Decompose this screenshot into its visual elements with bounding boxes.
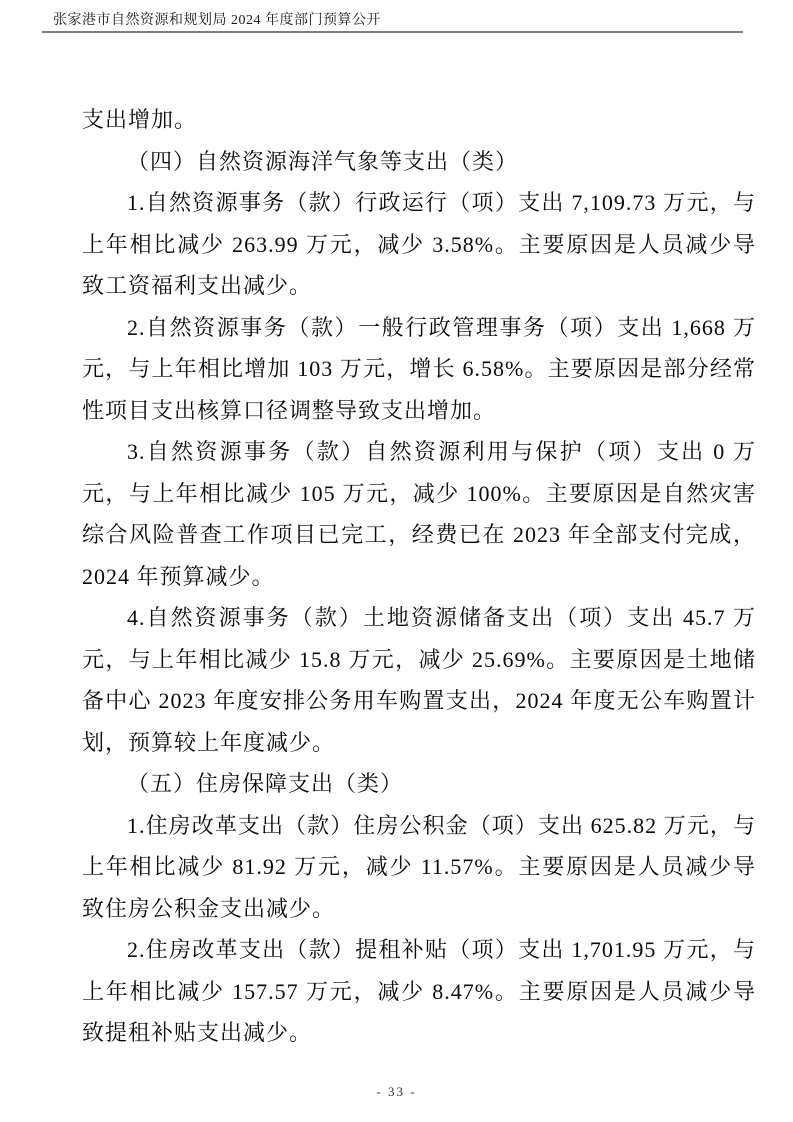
paragraph: 1.住房改革支出（款）住房公积金（项）支出 625.82 万元，与上年相比减少 81.92 万元，减少 11.57%。主要原因是人员减少导致住房公积金支出减少。 [82, 812, 756, 921]
paragraph: 2.住房改革支出（款）提租补贴（项）支出 1,701.95 万元，与上年相比减少 157.57 万元，减少 8.47%。主要原因是人员减少导致提租补贴支出减少。 [82, 937, 756, 1045]
header-title: 张家港市自然资源和规划局 2024 年度部门预算公开 [53, 13, 381, 28]
paragraph: 支出增加。 [82, 107, 198, 132]
paragraph: 3.自然资源事务（款）自然资源利用与保护（项）支出 0 万元，与上年相比减少 105 万元，减少 100%。主要原因是自然灾害综合风险普查工作项目已完工，经费已在 2023 年全部支付完成，2024 年预算减少。 [82, 439, 756, 589]
paragraph: 2.自然资源事务（款）一般行政管理事务（项）支出 1,668 万元，与上年相比增加 103 万元，增长 6.58%。主要原因是部分经常性项目支出核算口径调整导致支出增加。 [82, 314, 756, 423]
document-body [82, 99, 756, 1054]
paragraph-section-heading: （四）自然资源海洋气象等支出（类） [127, 148, 519, 174]
paragraph: 4.自然资源事务（款）土地资源储备支出（项）支出 45.7 万元，与上年相比减少 15.8 万元，减少 25.69%。主要原因是土地储备中心 2023 年度安排公务用车购置支出，2024 年度无公车购置计划，预算较上年度减少。 [82, 605, 756, 755]
paragraph-section-heading: （五）住房保障支出（类） [127, 771, 404, 796]
page-header [42, 12, 743, 33]
page-footer [0, 1083, 793, 1101]
page-number: - 33 - [376, 1084, 417, 1099]
header-rule [42, 31, 743, 33]
paragraph: 1.自然资源事务（款）行政运行（项）支出 7,109.73 万元，与上年相比减少 263.99 万元，减少 3.58%。主要原因是人员减少导致工资福利支出减少。 [82, 190, 756, 298]
